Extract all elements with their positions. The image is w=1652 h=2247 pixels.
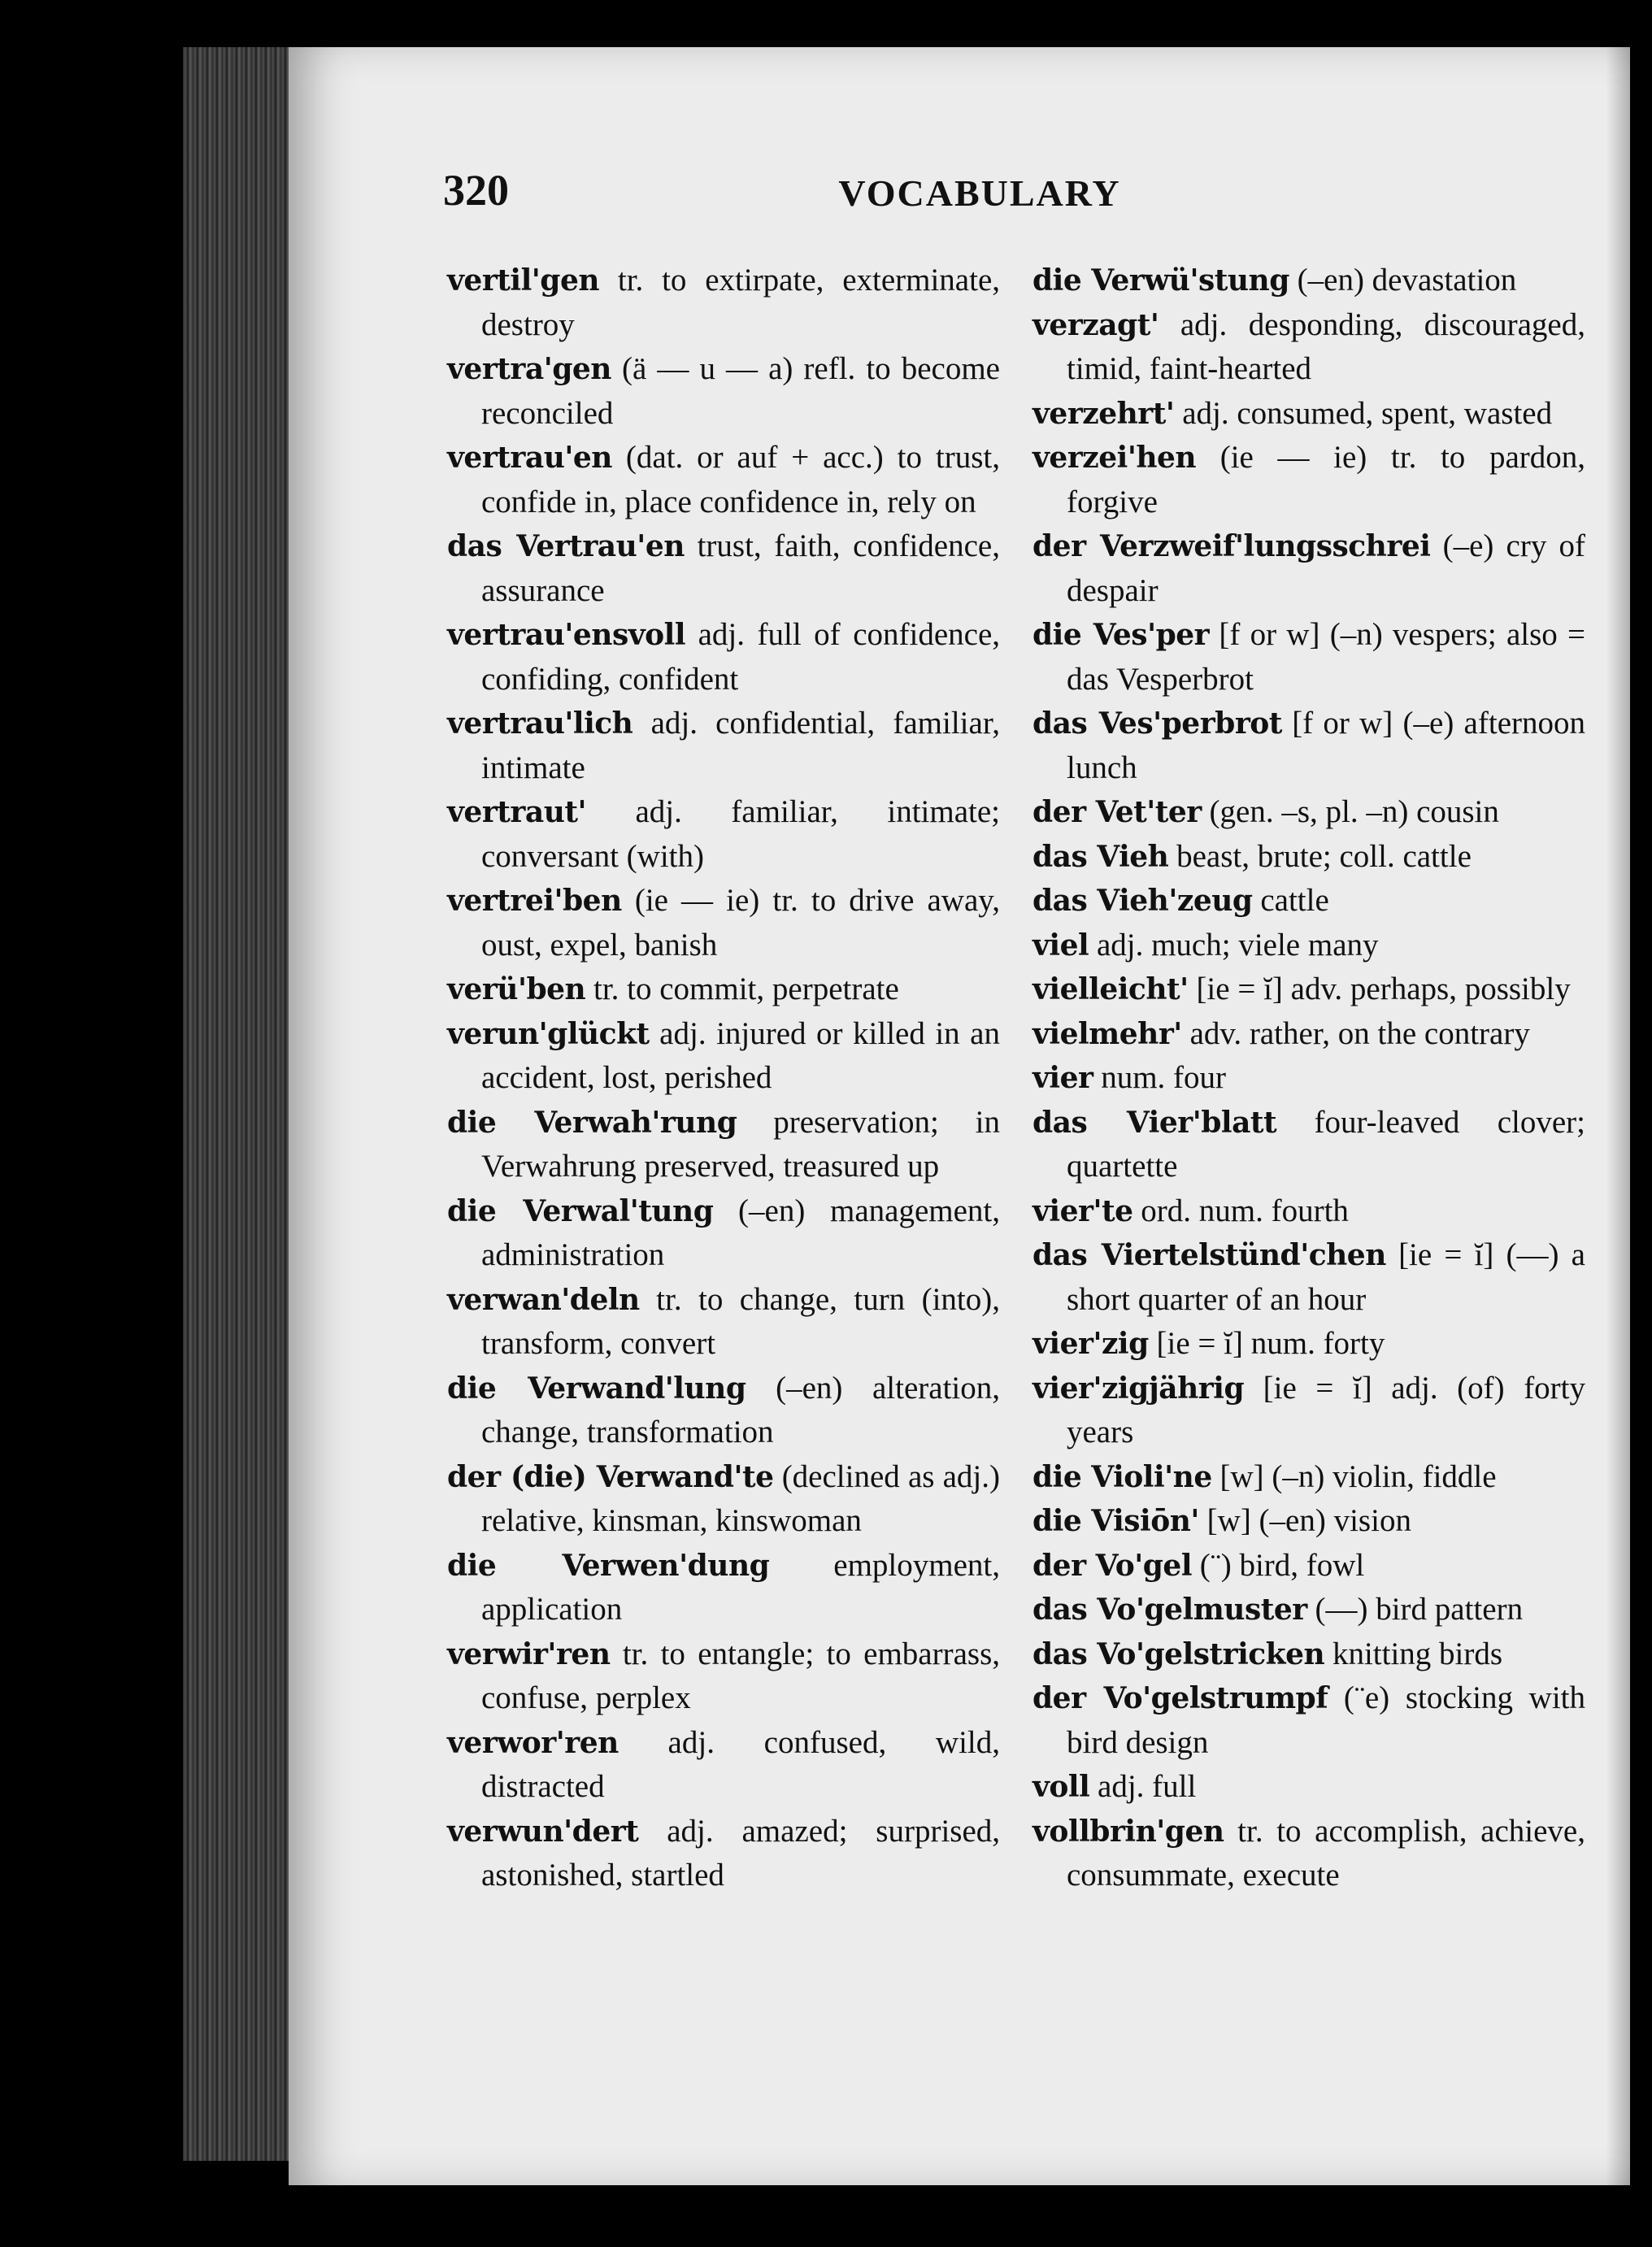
gloss: adj. much; viele many — [1096, 927, 1379, 963]
vocab-entry — [1032, 1544, 1585, 1589]
headword: voll — [1032, 1770, 1090, 1804]
vocab-entry — [1032, 1101, 1585, 1189]
gloss: [f or w] (–n) vespers; also = das Vesperbrot — [1067, 617, 1586, 697]
headword: das Vieh'zeug — [1032, 884, 1253, 918]
page-shadow — [1606, 47, 1630, 2185]
vocab-entry — [447, 1632, 1000, 1721]
vocab-entry — [1032, 967, 1585, 1012]
headword: vollbrin'gen — [1032, 1814, 1224, 1849]
dictionary-page — [289, 47, 1630, 2185]
right-column — [1032, 259, 1585, 1898]
vocab-entry — [447, 1810, 1000, 1898]
headword: vielleicht' — [1032, 972, 1189, 1006]
gloss: adj. familiar, intimate; conversant (with) — [481, 794, 1001, 874]
gloss: tr. to change, turn (into), transform, convert — [481, 1281, 1000, 1361]
vocab-entry — [447, 1278, 1000, 1367]
vocab-entry — [1032, 1499, 1585, 1544]
vocab-entry — [1032, 1765, 1585, 1810]
headword: verü'ben — [447, 972, 586, 1006]
gloss: adv. rather, on the contrary — [1189, 1015, 1530, 1051]
vocab-entry — [447, 524, 1000, 613]
gloss: tr. to commit, perpetrate — [593, 971, 899, 1006]
gloss: adj. amazed; surprised, astonished, startled — [481, 1813, 1001, 1893]
vocab-entry — [1032, 1056, 1585, 1101]
vocab-entry — [1032, 392, 1585, 437]
gloss: (–en) management, administration — [481, 1193, 1000, 1272]
gloss: adj. injured or killed in an accident, lost, perished — [481, 1015, 1000, 1095]
headword: vertrau'en — [447, 441, 612, 475]
headword: der Vo'gelstrumpf — [1032, 1681, 1328, 1715]
headword: die Ves'per — [1032, 618, 1210, 652]
headword: verzei'hen — [1032, 441, 1197, 475]
gloss: num. four — [1101, 1060, 1227, 1095]
vocab-entry — [447, 1367, 1000, 1455]
book-page-edges — [183, 47, 305, 2161]
vocab-entry — [1032, 259, 1585, 303]
vocab-entry — [1032, 1367, 1585, 1455]
headword: vier — [1032, 1061, 1093, 1095]
vocab-entry — [1032, 1189, 1585, 1234]
gloss: (¨) bird, fowl — [1199, 1547, 1365, 1583]
gloss: [ie = ĭ] (—) a short quarter of an hour — [1067, 1237, 1585, 1317]
vocab-entry — [447, 1544, 1000, 1632]
gloss: tr. to extirpate, exterminate, destroy — [481, 263, 1001, 342]
headword: vertra'gen — [447, 352, 611, 386]
gloss: (declined as adj.) relative, kinsman, kinswoman — [481, 1458, 1000, 1538]
vocab-entry — [447, 1012, 1000, 1101]
headword: vertraut' — [447, 795, 587, 829]
headword: der Vo'gel — [1032, 1548, 1192, 1583]
vocab-entry — [1032, 924, 1585, 968]
vocab-entry — [447, 702, 1000, 790]
gloss: [ie = ĭ] adj. (of) forty years — [1067, 1370, 1585, 1449]
headword: viel — [1032, 928, 1089, 963]
vocab-entry — [447, 1455, 1000, 1544]
gloss: adj. desponding, discouraged, timid, faint-hearted — [1067, 306, 1585, 386]
gloss: [ie = ĭ] adv. perhaps, possibly — [1196, 971, 1571, 1006]
vocab-entry — [1032, 1012, 1585, 1057]
page-number: 320 — [443, 166, 509, 215]
headword: verwan'deln — [447, 1282, 640, 1317]
headword: vier'zig — [1032, 1327, 1149, 1361]
gloss: (ie — ie) tr. to pardon, forgive — [1067, 440, 1585, 519]
headword: die Verwand'lung — [447, 1371, 746, 1406]
headword: verzehrt' — [1032, 396, 1175, 431]
vocab-entry — [1032, 1632, 1585, 1677]
headword: das Vo'gelmuster — [1032, 1593, 1307, 1627]
gloss: (ä — u — a) refl. to become reconciled — [481, 351, 1000, 431]
headword: die Verwü'stung — [1032, 263, 1289, 298]
headword: der Vet'ter — [1032, 795, 1202, 829]
vocab-entry — [1032, 1455, 1585, 1500]
vocab-entry — [1032, 524, 1585, 613]
gloss: (–en) alteration, change, transformation — [481, 1370, 1000, 1449]
headword: vielmehr' — [1032, 1016, 1182, 1051]
headword: die Verwal'tung — [447, 1193, 714, 1228]
gloss: trust, faith, confidence, assurance — [481, 528, 1000, 608]
gloss: employment, application — [481, 1547, 1000, 1627]
headword: vier'zigjährig — [1032, 1371, 1245, 1406]
vocab-entry — [1032, 835, 1585, 880]
gloss: (¨e) stocking with bird design — [1067, 1680, 1586, 1760]
headword: das Vier'blatt — [1032, 1105, 1277, 1140]
gloss: (gen. –s, pl. –n) cousin — [1209, 794, 1499, 829]
vocab-entry — [447, 967, 1000, 1012]
gloss: [w] (–n) violin, fiddle — [1219, 1458, 1497, 1494]
headword: das Ves'perbrot — [1032, 706, 1282, 741]
headword: das Vieh — [1032, 839, 1169, 874]
headword: das Vertrau'en — [447, 529, 685, 563]
vocab-entry — [447, 436, 1000, 524]
running-head: VOCABULARY — [838, 172, 1121, 214]
gloss: adj. confidential, familiar, intimate — [481, 706, 1000, 785]
vocab-entry — [1032, 1588, 1585, 1632]
gloss: tr. to accomplish, achieve, consummate, execute — [1067, 1813, 1585, 1893]
headword: verwor'ren — [447, 1725, 619, 1760]
gloss: [w] (–en) vision — [1206, 1503, 1411, 1538]
gloss: four-leaved clover; quartette — [1067, 1104, 1585, 1184]
headword: die Visiōn' — [1032, 1504, 1199, 1538]
vocab-entry — [1032, 1322, 1585, 1367]
gloss: (—) bird pattern — [1315, 1592, 1524, 1627]
gloss: (–e) cry of despair — [1067, 528, 1586, 608]
headword: vertrau'lich — [447, 706, 633, 741]
headword: der Verzweif'lungsschrei — [1032, 529, 1431, 563]
headword: die Violi'ne — [1032, 1459, 1212, 1494]
gloss: [f or w] (–e) afternoon lunch — [1067, 706, 1585, 785]
headword: der (die) Verwand'te — [447, 1459, 774, 1494]
gloss: adj. full — [1098, 1769, 1197, 1804]
vocab-entry — [1032, 879, 1585, 924]
headword: das Viertelstünd'chen — [1032, 1238, 1386, 1272]
headword: die Verwah'rung — [447, 1105, 737, 1140]
vocab-entry — [447, 1189, 1000, 1278]
gloss: ord. num. fourth — [1141, 1193, 1349, 1228]
gloss: adj. full of confidence, confiding, confident — [481, 617, 1001, 697]
vocab-entry — [447, 1101, 1000, 1189]
gloss: beast, brute; coll. cattle — [1176, 838, 1472, 874]
vocab-entry — [1032, 702, 1585, 790]
vocab-entry — [447, 613, 1000, 702]
gloss: (–en) devastation — [1297, 263, 1517, 298]
gloss: (ie — ie) tr. to drive away, oust, expel, banish — [481, 883, 1000, 963]
headword: vertrau'ensvoll — [447, 618, 686, 652]
vocab-entry — [447, 1721, 1000, 1810]
left-column — [447, 259, 1000, 1898]
headword: das Vo'gelstricken — [1032, 1636, 1325, 1671]
headword: verwir'ren — [447, 1636, 611, 1671]
headword: verwun'dert — [447, 1814, 639, 1849]
headword: vertrei'ben — [447, 884, 622, 918]
vocab-entry — [1032, 1233, 1585, 1322]
gloss: adj. consumed, spent, wasted — [1182, 395, 1553, 431]
vocab-entry — [1032, 790, 1585, 835]
gloss: tr. to entangle; to embarrass, confuse, perplex — [481, 1636, 1001, 1715]
vocab-entry — [447, 347, 1000, 436]
headword: verzagt' — [1032, 307, 1159, 342]
headword: verun'glückt — [447, 1016, 650, 1051]
vocab-entry — [1032, 1676, 1585, 1765]
headword: vertil'gen — [447, 263, 600, 298]
gloss: knitting birds — [1332, 1636, 1503, 1671]
page-header — [443, 165, 1516, 238]
vocab-entry — [447, 879, 1000, 967]
vocab-entry — [1032, 303, 1585, 392]
vocab-entry — [447, 790, 1000, 879]
gloss: (dat. or auf + acc.) to trust, confide in, place confidence in, rely on — [481, 440, 1000, 519]
gloss: preservation; in Verwahrung preserved, treasured up — [481, 1104, 1000, 1184]
headword: die Verwen'dung — [447, 1548, 770, 1583]
gloss: adj. confused, wild, distracted — [481, 1724, 1000, 1804]
gloss: [ie = ĭ] num. forty — [1156, 1326, 1385, 1361]
vocab-entry — [1032, 436, 1585, 524]
vocab-entry — [447, 259, 1000, 347]
vocab-entry — [1032, 613, 1585, 702]
vocab-entry — [1032, 1810, 1585, 1898]
headword: vier'te — [1032, 1193, 1133, 1228]
gloss: cattle — [1260, 883, 1329, 918]
